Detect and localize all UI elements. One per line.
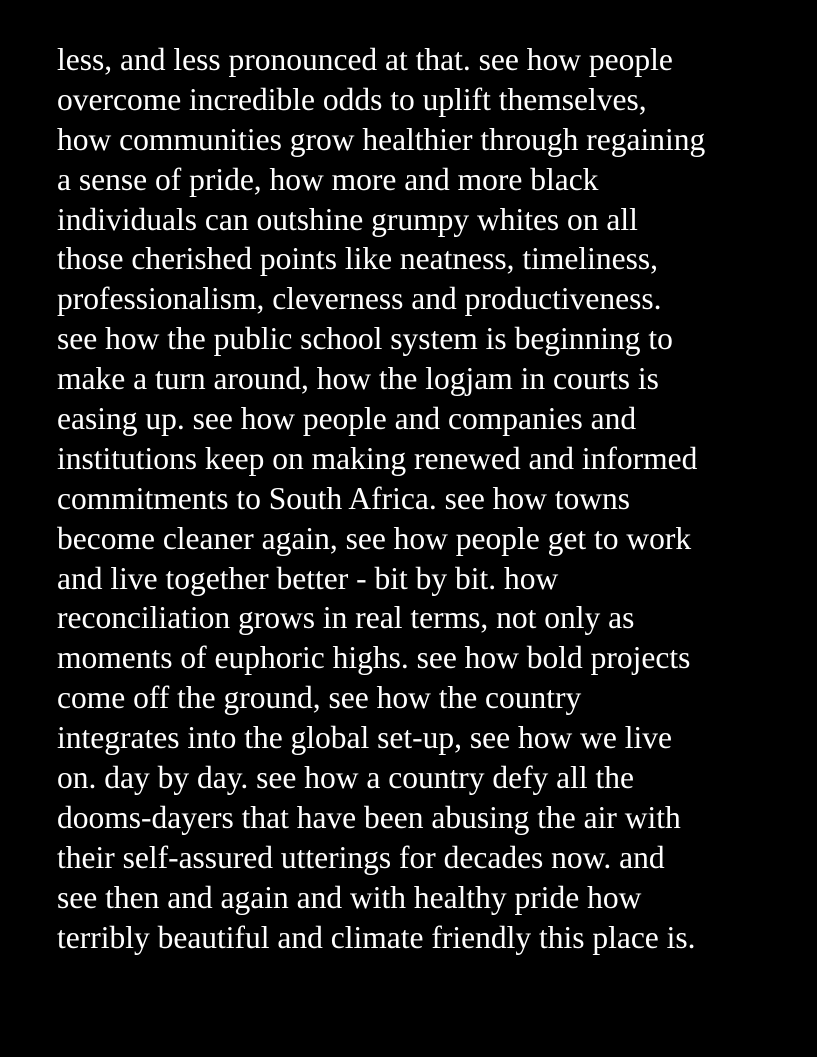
- text-line: moments of euphoric highs. see how bold projects: [57, 640, 691, 676]
- text-line: individuals can outshine grumpy whites on all: [57, 201, 638, 237]
- text-line: integrates into the global set-up, see how we live: [57, 720, 672, 756]
- text-line: professionalism, cleverness and productiveness.: [57, 281, 662, 317]
- text-line: and live together better - bit by bit. how: [57, 560, 559, 596]
- text-line: overcome incredible odds to uplift themselves,: [57, 81, 647, 117]
- text-line: easing up. see how people and companies and: [57, 401, 637, 437]
- text-line: terribly beautiful and climate friendly this place is.: [57, 919, 696, 955]
- text-line: a sense of pride, how more and more black: [57, 161, 599, 197]
- text-line: make a turn around, how the logjam in courts is: [57, 361, 659, 397]
- text-line: become cleaner again, see how people get to work: [57, 520, 692, 556]
- text-line: those cherished points like neatness, timeliness,: [57, 241, 659, 277]
- text-line: come off the ground, see how the country: [57, 680, 582, 716]
- text-line: on. day by day. see how a country defy all the: [57, 760, 635, 796]
- text-line: reconciliation grows in real terms, not only as: [57, 600, 635, 636]
- body-text: [57, 40, 797, 957]
- text-line: commitments to South Africa. see how towns: [57, 480, 631, 516]
- text-line: see how the public school system is beginning to: [57, 321, 673, 357]
- text-line: how communities grow healthier through regaining: [57, 121, 706, 157]
- text-line: dooms-dayers that have been abusing the air with: [57, 799, 681, 835]
- text-line: their self-assured utterings for decades now. and: [57, 839, 665, 875]
- text-line: less, and less pronounced at that. see how people: [57, 42, 673, 77]
- text-line: see then and again and with healthy pride how: [57, 879, 642, 915]
- text-line: institutions keep on making renewed and informed: [57, 440, 698, 476]
